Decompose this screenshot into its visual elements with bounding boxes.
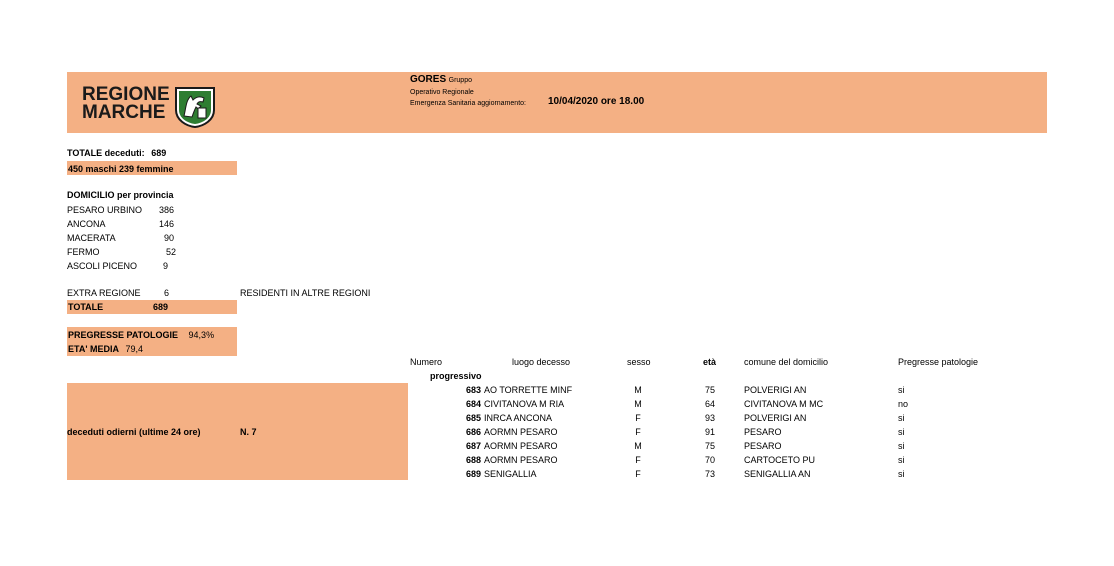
cell-patologie: si: [898, 441, 905, 451]
province-value: 146: [158, 219, 174, 229]
cell-num: 688: [465, 455, 481, 465]
age-row: [68, 344, 143, 354]
org-subtitle: Operativo Regionale: [410, 89, 474, 96]
cell-comune: CARTOCETO PU: [744, 455, 816, 465]
today-label: deceduti odierni (ultime 24 ore): [67, 427, 201, 437]
org-suffix: Gruppo: [448, 77, 472, 84]
cell-num: 687: [465, 441, 481, 451]
col-header-sesso: sesso: [627, 357, 651, 367]
org-line-3: Emergenza Sanitaria: [410, 100, 476, 107]
cell-sesso: F: [635, 427, 641, 437]
cell-patologie: si: [898, 427, 905, 437]
cell-sesso: F: [635, 455, 641, 465]
cell-comune: SENIGALLIA AN: [744, 469, 811, 479]
logo-line-1: REGIONE: [82, 84, 170, 105]
extra-region-label: EXTRA REGIONE: [67, 288, 141, 298]
today-count: N. 7: [240, 427, 257, 437]
province-name: ASCOLI PICENO: [67, 261, 138, 271]
cell-eta: 64: [704, 399, 715, 409]
cell-luogo: CIVITANOVA M RIA: [484, 399, 565, 409]
extra-region-note: RESIDENTI IN ALTRE REGIONI: [240, 288, 371, 298]
col-header-eta: età: [703, 357, 717, 367]
cell-sesso: F: [635, 413, 641, 423]
cell-sesso: F: [635, 469, 641, 479]
cell-patologie: si: [898, 455, 905, 465]
update-label: aggiornamento:: [477, 100, 526, 107]
pathologies-row: [68, 330, 214, 340]
update-value: 10/04/2020 ore 18.00: [548, 96, 645, 107]
col-header-progressivo: progressivo: [430, 371, 482, 381]
col-header-luogo: luogo decesso: [512, 357, 571, 367]
cell-luogo: AORMN PESARO: [484, 455, 558, 465]
cell-patologie: si: [898, 385, 905, 395]
cell-comune: POLVERIGI AN: [744, 413, 807, 423]
gender-line: 450 maschi 239 femmine: [68, 164, 174, 174]
province-name: PESARO URBINO: [67, 205, 143, 215]
cell-comune: PESARO: [744, 441, 782, 451]
cell-luogo: SENIGALLIA: [484, 469, 537, 479]
cell-eta: 75: [704, 385, 715, 395]
cell-num: 685: [465, 413, 481, 423]
logo-line-2: MARCHE: [82, 102, 166, 123]
province-value: 386: [158, 205, 174, 215]
province-total-label: TOTALE: [68, 302, 104, 312]
regione-marche-logo: [82, 86, 218, 132]
total-deceased-label: TOTALE deceduti:: [67, 148, 145, 158]
province-value: 90: [163, 233, 174, 243]
pathologies-value: 94,3%: [188, 330, 215, 340]
cell-eta: 75: [704, 441, 715, 451]
logo-wordmark: [82, 86, 170, 122]
org-title: GORES: [410, 74, 447, 85]
cell-comune: CIVITANOVA M MC: [744, 399, 824, 409]
province-total-value: 689: [152, 302, 168, 312]
cell-patologie: no: [898, 399, 909, 409]
cell-sesso: M: [634, 385, 642, 395]
org-header: [410, 74, 472, 85]
age-label: ETA' MEDIA: [68, 344, 119, 354]
cell-sesso: M: [634, 399, 642, 409]
province-value: 9: [162, 261, 168, 271]
cell-comune: POLVERIGI AN: [744, 385, 807, 395]
cell-num: 684: [465, 399, 481, 409]
cell-num: 689: [465, 469, 481, 479]
extra-region-value: 6: [163, 288, 169, 298]
provinces-title: DOMICILIO per provincia: [67, 190, 174, 200]
cell-num: 686: [465, 427, 481, 437]
age-value: 79,4: [125, 344, 144, 354]
cell-eta: 73: [704, 469, 715, 479]
pathologies-label: PREGRESSE PATOLOGIE: [68, 330, 179, 340]
marche-shield-icon: [174, 86, 216, 128]
cell-luogo: AORMN PESARO: [484, 427, 558, 437]
col-header-comune: comune del domicilio: [744, 357, 829, 367]
cell-luogo: AORMN PESARO: [484, 441, 558, 451]
col-header-numero: Numero: [410, 357, 443, 367]
cell-comune: PESARO: [744, 427, 782, 437]
total-deceased-value: 689: [151, 148, 167, 158]
province-name: FERMO: [67, 247, 100, 257]
cell-sesso: M: [634, 441, 642, 451]
cell-patologie: si: [898, 469, 905, 479]
province-name: MACERATA: [67, 233, 116, 243]
cell-luogo: AO TORRETTE MINF: [484, 385, 573, 395]
cell-eta: 70: [704, 455, 715, 465]
province-value: 52: [165, 247, 176, 257]
cell-eta: 91: [704, 427, 715, 437]
total-deceased: [67, 148, 166, 158]
cell-eta: 93: [704, 413, 715, 423]
cell-patologie: si: [898, 413, 905, 423]
org-subtitle-2: [410, 100, 526, 107]
province-name: ANCONA: [67, 219, 106, 229]
cell-luogo: INRCA ANCONA: [484, 413, 553, 423]
cell-num: 683: [465, 385, 481, 395]
col-header-patologie: Pregresse patologie: [898, 357, 979, 367]
